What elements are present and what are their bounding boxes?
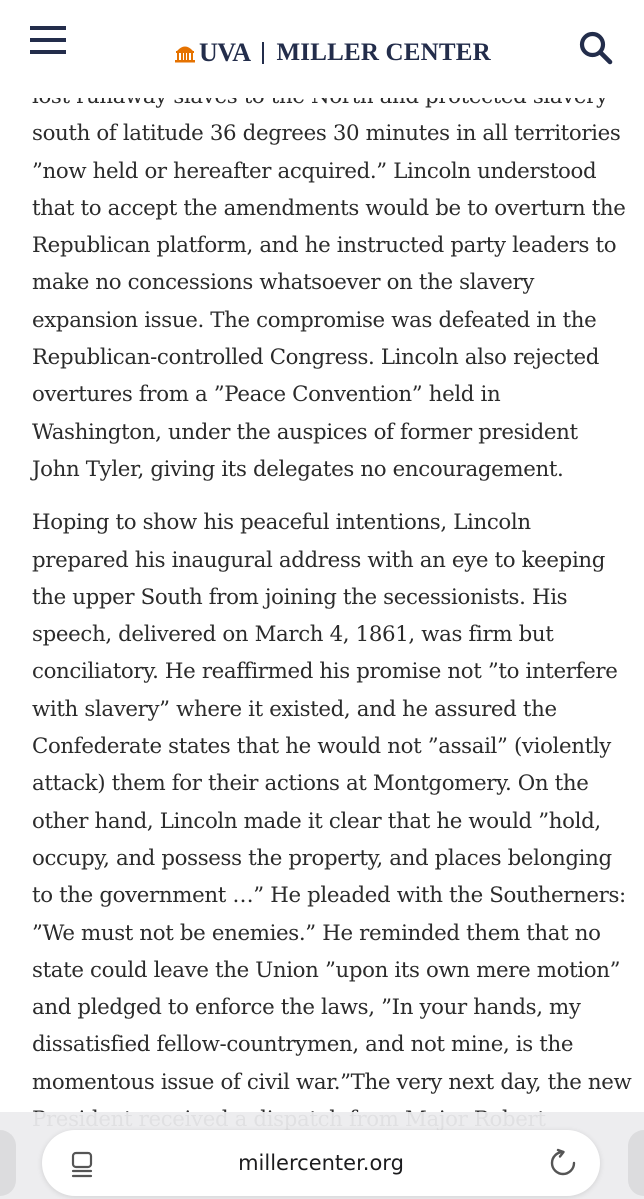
article-line: and pledged to enforce the laws, ”In your hands, my (32, 995, 581, 1021)
next-tab-edge[interactable] (628, 1130, 644, 1196)
article-line: Republican platform, and he instructed party leaders to (32, 233, 617, 259)
article-line: other hand, Lincoln made it clear that he would ”hold, (32, 808, 601, 834)
url-text[interactable]: millercenter.org (238, 1151, 404, 1175)
article-line: ”We must not be enemies.” He reminded them that no (32, 920, 601, 946)
article-line: overtures from a ”Peace Convention” held in (32, 382, 501, 408)
article-line: occupy, and possess the property, and places belonging (32, 845, 612, 871)
article-line: John Tyler, giving its delegates no encouragement. (32, 456, 564, 482)
article-line: conciliatory. He reaffirmed his promise not ”to interfere (32, 659, 618, 685)
article-line: attack) them for their actions at Montgomery. On the (32, 771, 589, 797)
article-line: state could leave the Union ”upon its own mere motion” (32, 957, 621, 983)
article-paragraph (32, 78, 626, 488)
article-line: Washington, under the auspices of former president (32, 419, 578, 445)
article-line: south of latitude 36 degrees 30 minutes in all territories (32, 121, 621, 147)
article-line: Republican-controlled Congress. Lincoln also rejected (32, 345, 599, 371)
article-line: speech, delivered on March 4, 1861, was firm but (32, 622, 554, 648)
article-paragraph (32, 504, 632, 1138)
address-bar[interactable] (42, 1130, 600, 1196)
article-line: the upper South from joining the secessionists. His (32, 584, 568, 610)
browser-bottom-bar (0, 1112, 644, 1199)
article-line: ”now held or hereafter acquired.” Lincoln understood (32, 158, 597, 184)
logo-miller-center-text: MILLER CENTER (276, 39, 491, 66)
site-header (0, 0, 644, 98)
rotunda-icon (174, 43, 196, 63)
article-line: with slavery” where it existed, and he assured the (32, 696, 557, 722)
article-line: dissatisfied fellow-countrymen, and not mine, is the (32, 1032, 574, 1058)
article-line: make no concessions whatsoever on the slavery (32, 270, 535, 296)
search-icon[interactable] (578, 30, 614, 66)
article-line: expansion issue. The compromise was defeated in the (32, 307, 597, 333)
article-line: Hoping to show his peaceful intentions, Lincoln (32, 510, 531, 536)
article-line: momentous issue of civil war.”The very next day, the new (32, 1069, 632, 1095)
logo-divider (262, 42, 264, 64)
hamburger-menu-icon[interactable] (30, 26, 66, 54)
uva-miller-center-logo[interactable] (174, 36, 491, 70)
reload-icon[interactable] (548, 1148, 578, 1178)
article-line: to the government …” He pleaded with the Southerners: (32, 883, 626, 909)
article-line: Confederate states that he would not ”assail” (violently (32, 734, 611, 760)
article-line: prepared his inaugural address with an eye to keeping (32, 547, 606, 573)
article-line: that to accept the amendments would be to overturn the (32, 195, 626, 221)
article-body (32, 78, 632, 1138)
previous-tab-edge[interactable] (0, 1130, 16, 1196)
logo-uva-text: UVA (199, 38, 251, 67)
